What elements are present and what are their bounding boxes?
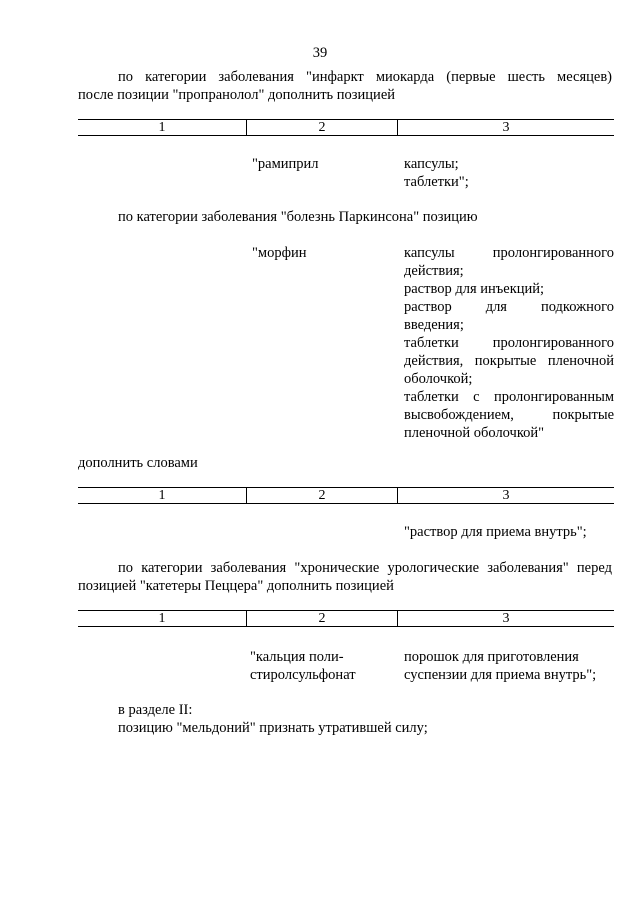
- entry-ramipril-form-2: таблетки";: [404, 174, 469, 190]
- column-header-3: 3: [398, 488, 615, 504]
- entry-morphine-forms: [404, 244, 614, 442]
- column-header-3: 3: [398, 120, 615, 136]
- paragraph-infarct-line2: после позиции "пропранолол" дополнить позицией: [78, 87, 396, 103]
- paragraph-meldonium: позицию "мельдоний" признать утратившей силу;: [118, 720, 428, 736]
- entry-calcium-form-1: порошок для приготовления: [404, 649, 579, 665]
- column-header-table-3: [78, 610, 614, 627]
- entry-calcium-form-2: суспензии для приема внутрь";: [404, 667, 597, 683]
- entry-oral-solution: "раствор для приема внутрь";: [404, 524, 587, 540]
- column-header-2: 2: [247, 488, 398, 504]
- column-header-2: 2: [247, 120, 398, 136]
- paragraph-urology-line2: позицией "катетеры Пеццера" дополнить позицией: [78, 578, 394, 594]
- column-header-table-2: [78, 487, 614, 504]
- morphine-form-line: оболочкой;: [404, 371, 473, 387]
- entry-ramipril-name: "рамиприл: [252, 156, 319, 172]
- column-header-1: 1: [78, 611, 247, 627]
- page-number: 39: [312, 45, 328, 61]
- morphine-form-line: действия, покрытые пленочной: [404, 353, 614, 369]
- entry-morphine-name: "морфин: [252, 245, 307, 261]
- morphine-form-line: пленочной оболочкой": [404, 425, 545, 441]
- entry-calcium-name-1: "кальция поли-: [250, 649, 344, 665]
- entry-ramipril-form-1: капсулы;: [404, 156, 459, 172]
- paragraph-infarct-line1: по категории заболевания "инфаркт миокарда (первые шесть месяцев): [118, 69, 612, 85]
- paragraph-parkinson: по категории заболевания "болезнь Паркинсона" позицию: [118, 209, 478, 225]
- morphine-form-line: капсулы пролонгированного: [404, 245, 614, 261]
- paragraph-add-words: дополнить словами: [78, 455, 198, 471]
- morphine-form-line: раствор для инъекций;: [404, 281, 545, 297]
- morphine-form-line: высвобождением, покрытые: [404, 407, 614, 423]
- paragraph-section-2: в разделе II:: [118, 702, 193, 718]
- column-header-table-1: [78, 119, 614, 136]
- morphine-form-line: таблетки с пролонгированным: [404, 389, 614, 405]
- column-header-1: 1: [78, 488, 247, 504]
- column-header-2: 2: [247, 611, 398, 627]
- column-header-3: 3: [398, 611, 615, 627]
- paragraph-urology-line1: по категории заболевания "хронические урологические заболевания" перед: [118, 560, 612, 576]
- column-header-1: 1: [78, 120, 247, 136]
- entry-calcium-name-2: стиролсульфонат: [250, 667, 356, 683]
- morphine-form-line: действия;: [404, 263, 464, 279]
- morphine-form-line: введения;: [404, 317, 464, 333]
- morphine-form-line: раствор для подкожного: [404, 299, 614, 315]
- morphine-form-line: таблетки пролонгированного: [404, 335, 614, 351]
